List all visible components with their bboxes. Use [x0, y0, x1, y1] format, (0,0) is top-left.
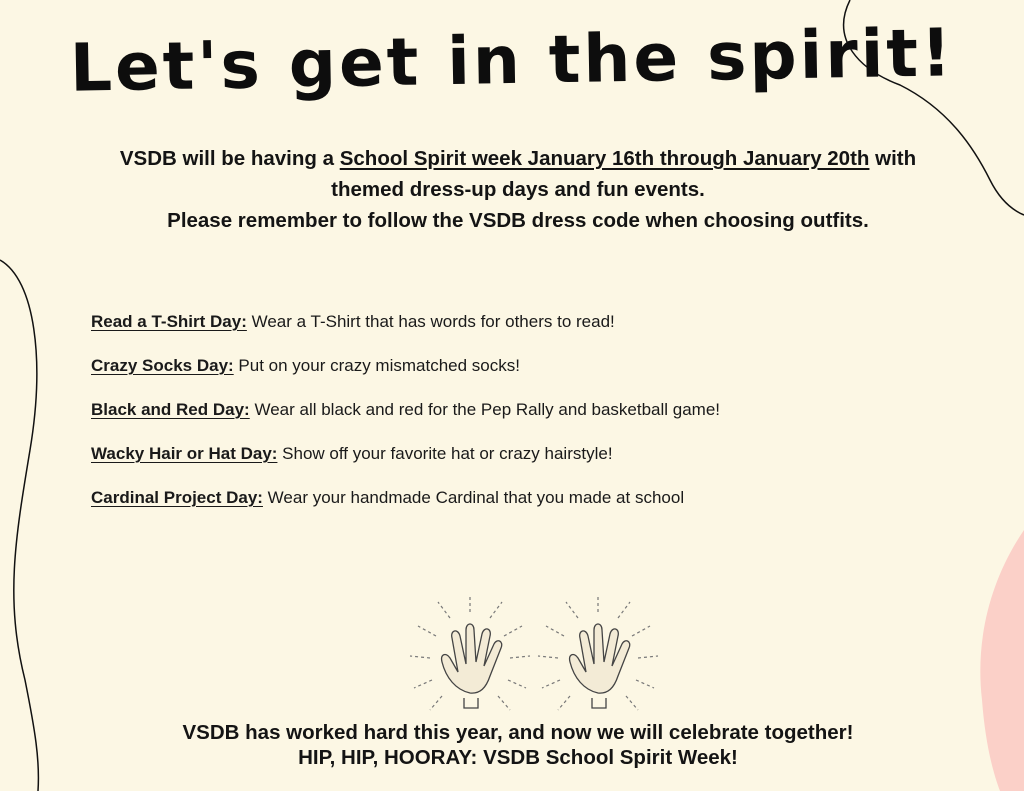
day-name: Crazy Socks Day: [91, 356, 234, 375]
day-description: Wear all black and red for the Pep Rally and basketball game! [249, 400, 721, 419]
day-description: Put on your crazy mismatched socks! [233, 356, 520, 375]
list-item [91, 400, 951, 444]
intro-text [100, 143, 936, 205]
closing-line-1: VSDB has worked hard this year, and now we will celebrate together! [182, 721, 854, 744]
closing-message [0, 720, 1024, 770]
intro-prefix: VSDB will be having a [119, 147, 340, 170]
intro-suffix: with themed dress-up days and fun events. [331, 147, 917, 201]
day-description: Show off your favorite hat or crazy hairstyle! [277, 444, 613, 463]
day-name: Read a T-Shirt Day: [91, 312, 247, 331]
list-item [91, 356, 951, 400]
spirit-week-dates: School Spirit week January 16th through January 20th [339, 147, 870, 170]
day-description: Wear your handmade Cardinal that you made at school [262, 488, 685, 507]
day-name: Wacky Hair or Hat Day: [91, 444, 278, 463]
list-item [91, 488, 951, 532]
closing-line-2: HIP, HIP, HOORAY: VSDB School Spirit Week! [298, 746, 738, 769]
page-title: Let's get in the spirit! [69, 14, 955, 107]
decorative-curve-left [0, 260, 38, 791]
list-item [91, 312, 951, 356]
list-item [91, 444, 951, 488]
theme-days-list [91, 312, 951, 532]
day-name: Cardinal Project Day: [91, 488, 263, 507]
dress-code-reminder: Please remember to follow the VSDB dress code when choosing outfits. [167, 209, 869, 232]
day-name: Black and Red Day: [91, 400, 250, 419]
day-description: Wear a T-Shirt that has words for others to read! [246, 312, 615, 331]
raised-hands-icon [402, 596, 667, 718]
